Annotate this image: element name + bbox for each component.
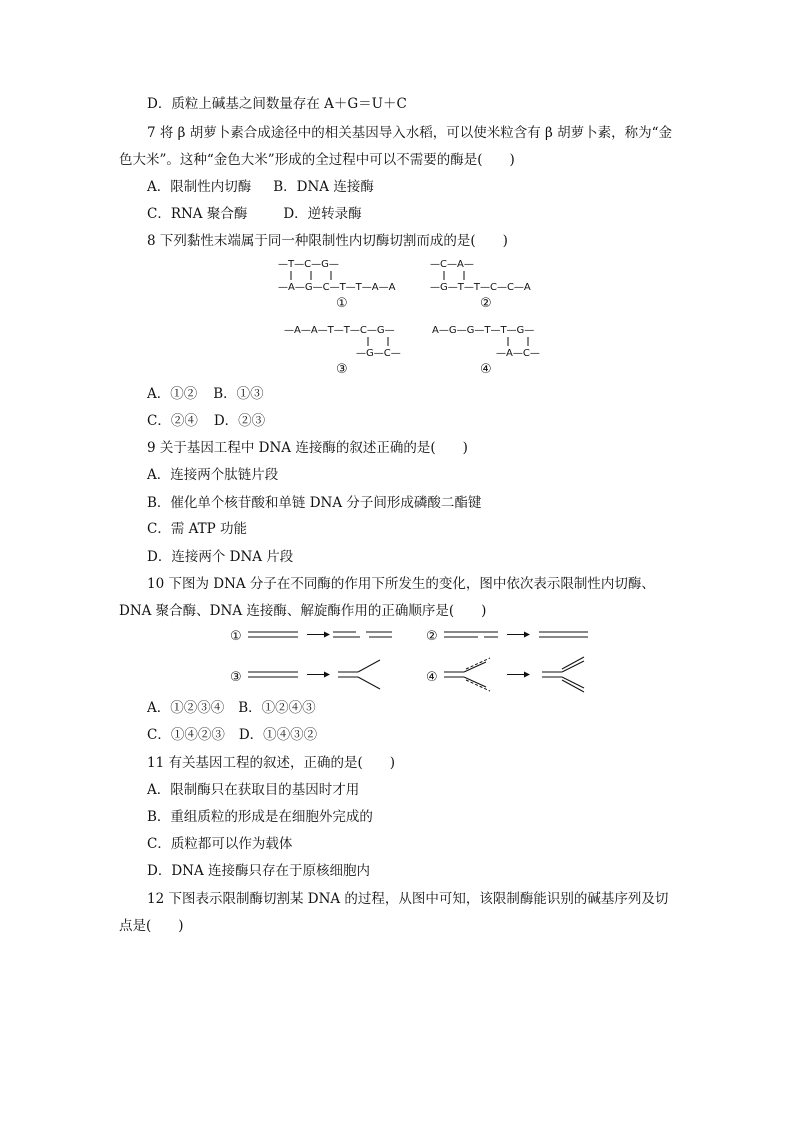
q8-option-c: C．②④ (147, 413, 198, 429)
sticky-end-4-label: ④ (480, 362, 492, 377)
q8-option-a: A．①② (147, 386, 198, 402)
q10-stem-line2: DNA 聚合酶、DNA 连接酶、解旋酶作用的正确顺序是( ) (119, 603, 487, 619)
q12-stem-line2: 点是( ) (119, 918, 184, 934)
q8-options-row2 (0, 412, 794, 430)
sticky-ends-figure (270, 255, 570, 377)
q10-option-c: C．①④②③ (147, 727, 225, 743)
q10-options-row2 (0, 726, 794, 744)
q9-stem: 9 关于基因工程中 DNA 连接酶的叙述正确的是( ) (147, 440, 468, 456)
q6-option-d: D．质粒上碱基之间数量存在 A＋G＝U＋C (147, 96, 407, 112)
q9-option-c: C．需 ATP 功能 (147, 521, 248, 537)
q11-stem: 11 有关基因工程的叙述，正确的是( ) (147, 755, 396, 771)
sticky-end-1-top: —T—C—G— (278, 259, 339, 270)
sticky-end-2-bottom: —G—T—T—C—C—A (430, 282, 531, 293)
sticky-end-4-top: A—G—G—T—T—G— (432, 325, 535, 336)
q7-option-b: B．DNA 连接酶 (273, 179, 374, 195)
sticky-end-1-label: ① (336, 296, 348, 311)
q11-option-a: A．限制酶只在获取目的基因时才用 (147, 782, 360, 798)
q7-option-a: A．限制性内切酶 (147, 179, 252, 195)
q10-option-a: A．①②③④ (147, 700, 225, 716)
panel-1-label: ① (230, 629, 242, 644)
sticky-end-2-top: —C—A— (430, 259, 474, 270)
q12-stem-line1: 12 下图表示限制酶切割某 DNA 的过程，从图中可知，该限制酶能识别的碱基序列及切 (147, 891, 669, 907)
q9-option-d: D．连接两个 DNA 片段 (147, 549, 294, 565)
q7-options-row2 (0, 205, 794, 223)
q8-stem: 8 下列黏性末端属于同一种限制性内切酶切割而成的是( ) (147, 233, 508, 249)
sticky-end-3-top: —A—A—T—T—C—G— (284, 325, 395, 336)
q11-option-c: C．质粒都可以作为载体 (147, 836, 293, 852)
sticky-end-3-label: ③ (336, 362, 348, 377)
q7-stem-line1: 7 将 β 胡萝卜素合成途径中的相关基因导入水稻，可以使米粒含有 β 胡萝卜素，称为“金 (147, 125, 673, 141)
q8-option-d: D．②③ (213, 413, 266, 429)
q7-stem-line2: 色大米”。这种“金色大米”形成的全过程中可以不需要的酶是( ) (119, 152, 515, 168)
q11-option-b: B．重组质粒的形成是在细胞外完成的 (147, 809, 373, 825)
sticky-end-4-bottom: —A—C— (496, 348, 540, 359)
q10-option-b: B．①②④③ (238, 700, 316, 716)
q10-options-row1 (0, 699, 794, 717)
q8-option-b: B．①③ (213, 386, 264, 402)
q9-option-a: A．连接两个肽链片段 (147, 467, 279, 483)
q7-option-c: C．RNA 聚合酶 (147, 206, 248, 222)
panel-3-label: ③ (230, 670, 242, 685)
q9-option-b: B．催化单个核苷酸和单链 DNA 分子间形成磷酸二酯键 (147, 495, 482, 511)
sticky-end-3-bottom: —G—C— (356, 348, 401, 359)
sticky-end-1-bottom: —A—G—C—T—T—A—A (278, 282, 396, 293)
panel-4-label: ④ (426, 670, 438, 685)
q10-stem-line1: 10 下图为 DNA 分子在不同酶的作用下所发生的变化，图中依次表示限制性内切酶、 (147, 576, 655, 592)
q7-options-row1 (0, 178, 794, 196)
enzyme-action-figure (228, 624, 598, 694)
q10-option-d: D．①④③② (238, 727, 318, 743)
q11-option-d: D．DNA 连接酶只存在于原核细胞内 (147, 863, 371, 879)
sticky-end-2-label: ② (480, 296, 492, 311)
q8-options-row1 (0, 385, 794, 403)
q7-option-d: D．逆转录酶 (283, 206, 362, 222)
panel-2-label: ② (426, 629, 438, 644)
